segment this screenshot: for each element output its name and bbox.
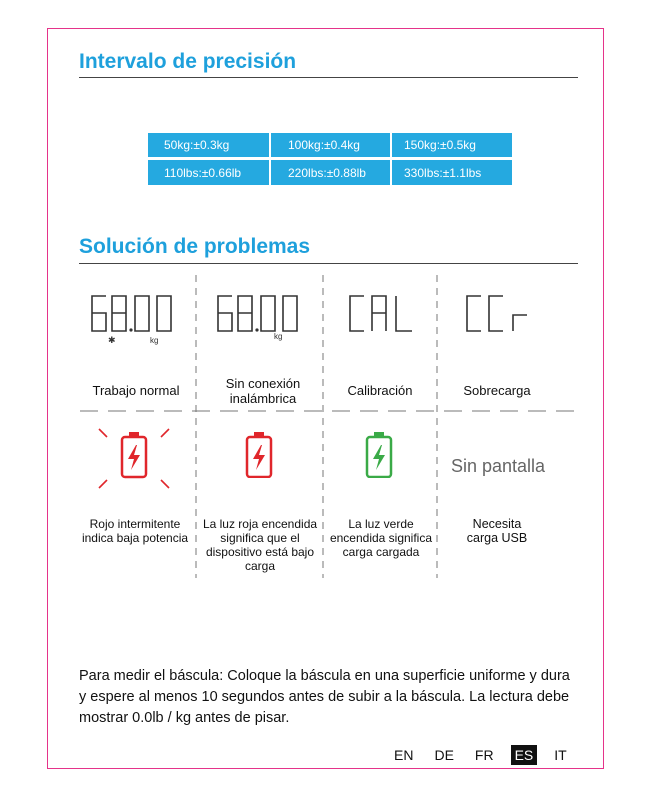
precision-cell: 330lbs:±1.1lbs: [392, 160, 512, 185]
display-calibration: [346, 293, 426, 339]
desc-low-power: Rojo intermitente indica baja potencia: [81, 517, 189, 545]
display-normal: [86, 293, 186, 347]
precision-divider: [79, 77, 578, 78]
language-es[interactable]: ES: [511, 745, 538, 765]
battery-charged-green-icon: [365, 432, 395, 478]
precision-cell: 50kg:±0.3kg: [148, 133, 269, 157]
battery-charging-red-icon: [245, 432, 275, 478]
label-overload: Sobrecarga: [463, 383, 531, 398]
seven-segment-reading-CAL: [350, 296, 412, 331]
label-normal: Trabajo normal: [92, 383, 180, 398]
precision-cell: 110lbs:±0.66lb: [148, 160, 269, 185]
precision-cell: 100kg:±0.4kg: [271, 133, 390, 157]
language-selector: [390, 743, 584, 767]
battery-blinking-red-icon: [93, 425, 175, 495]
language-en[interactable]: EN: [394, 747, 414, 763]
instructions-paragraph: Para medir el báscula: Coloque la báscula en una superficie uniforme y dura y espere al menos 10 segundos antes de subir a la báscula. La lectura debe mostrar 0.0lb / kg antes de pisar.: [79, 668, 570, 726]
no-display-text: Sin pantalla: [451, 456, 546, 476]
display-unit: kg: [274, 332, 283, 341]
desc-charged: La luz verde encendida significa carga cargada: [329, 517, 433, 559]
display-no-wireless: [212, 293, 312, 347]
bluetooth-icon: ✱: [108, 336, 116, 346]
language-fr[interactable]: FR: [474, 747, 494, 763]
display-unit: kg: [150, 336, 159, 345]
precision-table: [148, 133, 512, 185]
precision-cell: 150kg:±0.5kg: [392, 133, 512, 157]
language-de[interactable]: DE: [434, 747, 454, 763]
troubleshooting-divider: [79, 263, 578, 264]
label-calibration: Calibración: [347, 383, 413, 398]
seven-segment-reading-68.00: [92, 296, 171, 331]
display-overload: [463, 293, 543, 339]
seven-segment-reading-68.00: [218, 296, 297, 331]
precision-title: Intervalo de precisión: [79, 50, 297, 73]
language-it[interactable]: IT: [554, 747, 567, 763]
troubleshooting-title: Solución de problemas: [79, 235, 311, 258]
desc-needs-usb: Necesita carga USB: [466, 517, 528, 545]
desc-charging: La luz roja encendida significa que el dispositivo está bajo carga: [202, 517, 318, 573]
seven-segment-reading-EEr: [467, 296, 527, 331]
label-no-wireless: Sin conexión inalámbrica: [225, 376, 301, 406]
precision-cell: 220lbs:±0.88lb: [271, 160, 390, 185]
